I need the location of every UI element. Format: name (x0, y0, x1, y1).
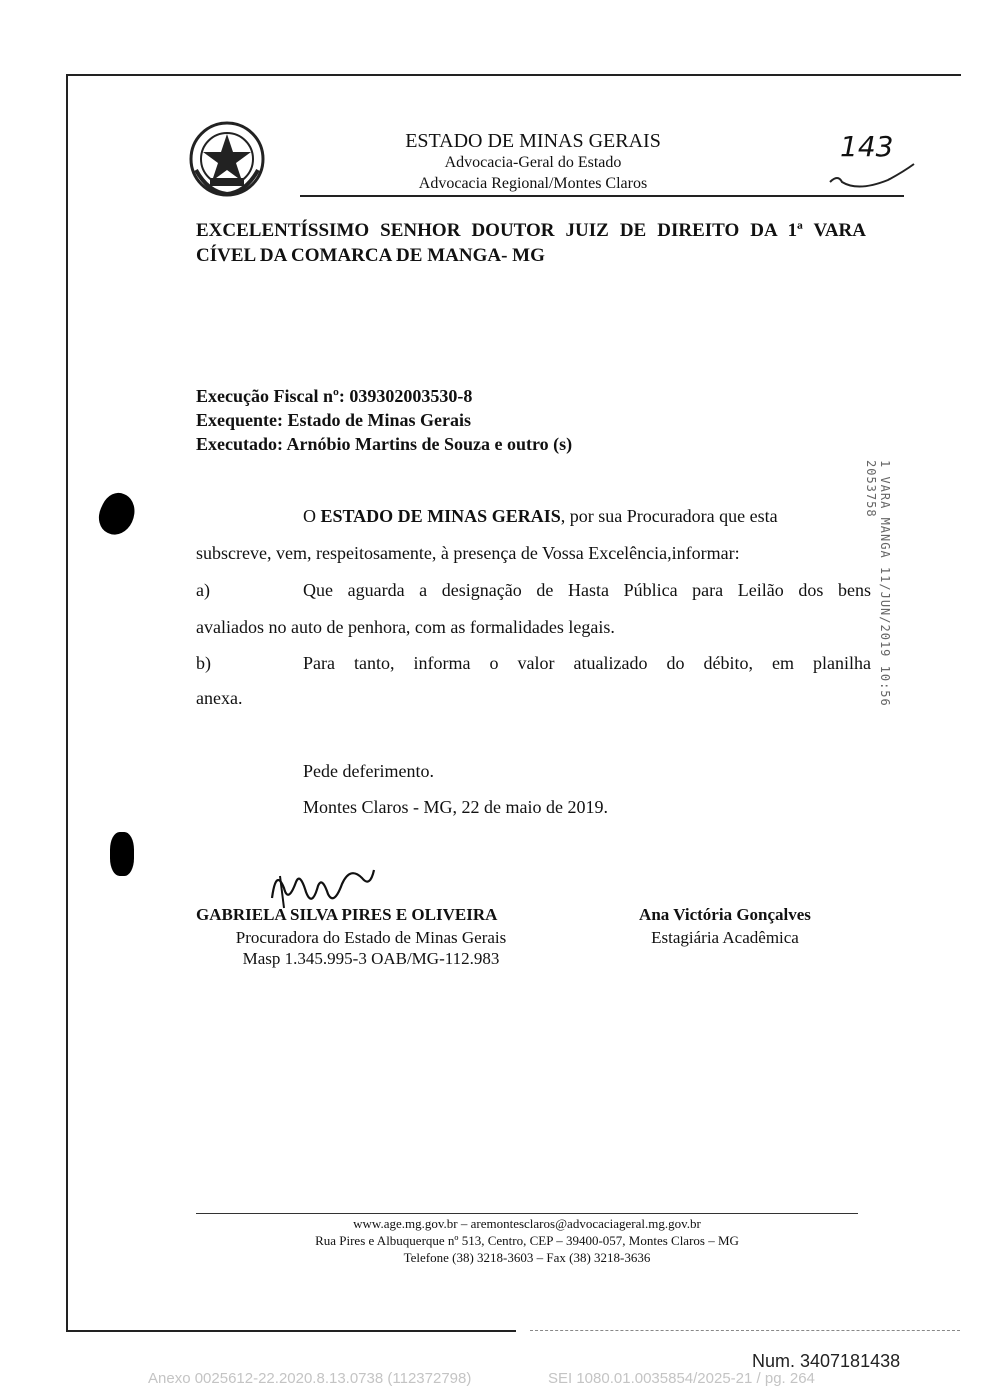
case-exequente-label: Exequente: (196, 410, 283, 430)
case-executado-label: Executado: (196, 434, 283, 454)
place-date: Montes Claros - MG, 22 de maio de 2019. (303, 797, 608, 817)
closing: Pede deferimento. (303, 761, 434, 781)
body-intro-line2: subscreve, vem, respeitosamente, à presença de Vossa Excelência,informar: (196, 543, 740, 563)
hole-punch-mark (93, 488, 142, 540)
signer-2-name: Ana Victória Gonçalves (639, 905, 811, 924)
case-executado-value: Arnóbio Martins de Souza e outro (s) (286, 434, 573, 454)
document-id: Num. 3407181438 (752, 1351, 901, 1371)
case-execucao (196, 386, 472, 407)
state-coat-of-arms-icon (188, 120, 266, 198)
item-b-line2: anexa. (196, 688, 243, 708)
case-execucao-value: 039302003530-8 (349, 386, 473, 406)
sei-reference: SEI 1080.01.0035854/2025-21 / pg. 264 (548, 1370, 815, 1387)
frame-left-border (66, 74, 68, 1332)
signer-1-name: GABRIELA SILVA PIRES E OLIVEIRA (196, 905, 498, 924)
item-a-line1: Que aguarda a designação de Hasta Pública para Leilão dos bens (303, 580, 871, 600)
case-execucao-label: Execução Fiscal nº: (196, 386, 345, 406)
salutation: EXCELENTÍSSIMO SENHOR DOUTOR JUIZ DE DIREITO DA 1ª VARA CÍVEL DA COMARCA DE MANGA- MG (196, 220, 866, 266)
hole-punch-mark (110, 832, 134, 876)
body-intro-o: O (303, 506, 316, 526)
item-b-marker: b) (196, 653, 211, 673)
frame-bottom-border (66, 1330, 516, 1332)
case-exequente (196, 410, 471, 431)
header-regional: Advocacia Regional/Montes Claros (418, 175, 648, 192)
footer-divider (196, 1213, 858, 1214)
header-divider (300, 195, 904, 197)
item-b-line1: Para tanto, informa o valor atualizado do débito, em planilha (303, 653, 871, 673)
body-intro-bold: ESTADO DE MINAS GERAIS (320, 506, 561, 526)
item-a-marker: a) (196, 580, 210, 600)
footer-phone: Telefone (38) 3218-3603 – Fax (38) 3218-3636 (403, 1250, 651, 1265)
item-a-line2: avaliados no auto de penhora, com as formalidades legais. (196, 617, 615, 637)
signer-1-role: Procuradora do Estado de Minas Gerais (235, 928, 507, 947)
body-intro-rest: , por sua Procuradora que esta (560, 506, 778, 526)
body-intro-line1 (303, 506, 871, 527)
handwritten-page-number: 143 (840, 130, 894, 163)
frame-bottom-dashed (530, 1330, 960, 1331)
frame-top-border (66, 74, 961, 76)
footer-web: www.age.mg.gov.br – aremontesclaros@advocaciageral.mg.gov.br (353, 1216, 701, 1231)
footer-address: Rua Pires e Albuquerque nº 513, Centro, CEP – 39400-057, Montes Claros – MG (315, 1233, 739, 1248)
signer-2-role: Estagiária Acadêmica (651, 928, 799, 947)
court-receipt-stamp: 1 VARA MANGA 11/JUN/2019 10:56 2053758 (864, 460, 892, 707)
case-executado (196, 434, 572, 455)
handwritten-flourish-icon (828, 160, 918, 194)
header-agency: Advocacia-Geral do Estado (444, 154, 622, 171)
annex-reference: Anexo 0025612-22.2020.8.13.0738 (112372798) (148, 1370, 472, 1387)
header-state: ESTADO DE MINAS GERAIS (405, 130, 661, 152)
signer-1-registration: Masp 1.345.995-3 OAB/MG-112.983 (242, 949, 500, 968)
case-exequente-value: Estado de Minas Gerais (287, 410, 472, 430)
